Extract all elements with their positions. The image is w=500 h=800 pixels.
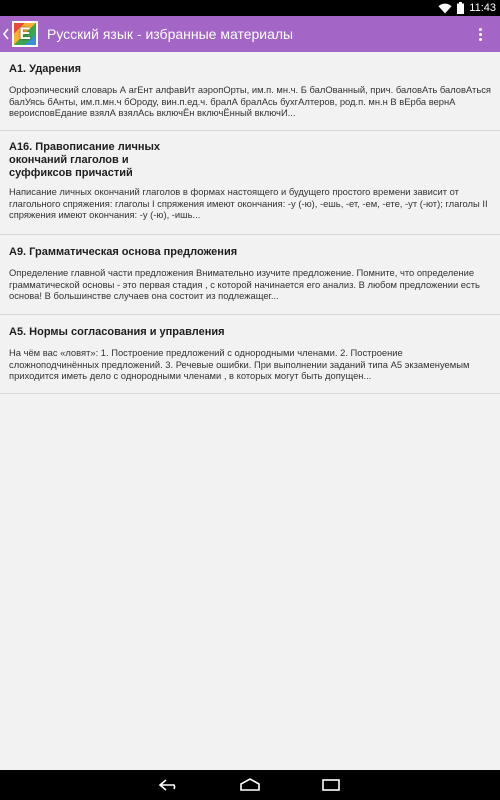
app-logo — [12, 21, 38, 47]
status-icons — [438, 0, 496, 16]
list-item[interactable] — [0, 52, 500, 131]
list-item-preview: Определение главной части предложения Внимательно изучите предложение. Помните, что определение грамматической основы - это первая стадия , с которой начинается его анализ. В любом предложении есть основа! В большинстве случаев она состоит из подлежащег... — [9, 267, 480, 301]
overflow-menu-icon — [479, 28, 482, 31]
list-item-preview: На чём вас «ловят»: 1. Построение предложений с однородными членами. 2. Построение сложноподчинённых предложений. 3. Речевые ошибки. При выполнении заданий типа А5 экзаменуемым приходится иметь дело с однородными членами , в которых могут быть допущен... — [9, 347, 470, 381]
materials-list — [0, 52, 500, 394]
wifi-icon — [438, 3, 452, 14]
list-item[interactable] — [0, 131, 500, 235]
overflow-menu-icon — [479, 33, 482, 36]
nav-recents-icon — [319, 778, 343, 792]
nav-recents-button[interactable] — [311, 770, 351, 800]
up-button[interactable] — [0, 16, 38, 52]
page-title: Русский язык - избранные материалы — [47, 26, 294, 42]
nav-back-button[interactable] — [149, 770, 189, 800]
nav-back-icon — [157, 778, 181, 792]
status-bar — [0, 0, 500, 16]
overflow-menu-icon — [479, 38, 482, 41]
overflow-menu-button[interactable] — [474, 16, 486, 52]
action-bar — [0, 16, 500, 52]
app-logo-letter: E — [19, 24, 31, 43]
nav-home-button[interactable] — [230, 770, 270, 800]
back-chevron-icon — [2, 28, 10, 40]
list-item[interactable] — [0, 315, 500, 394]
list-item-preview: Написание личных окончаний глаголов в формах настоящего и будущего простого времени зависит от глагольного спряжения: глаголы I спряжения имеют окончания: -у (-ю), -ешь, -ет, -ем, -ете, -ут (-ют); глаголы II спряжения имеют окончания: -у (-ю), -ишь... — [9, 186, 488, 220]
navigation-bar — [0, 770, 500, 800]
list-item-preview: Орфоэпический словарь А агЕнт алфавИт аэропОрты, им.п. мн.ч. Б балОванный, прич. баловАть баловАться балУясь бАнты, им.п.мн.ч бОроду, вин.п.ед.ч. бралА бралАсь бухгАлтеров, род.п. мн.н В вЕрба вернА вероисповЕдание взялА взялАсь включЁн включЁнный включИ... — [9, 84, 491, 118]
status-time: 11:43 — [469, 2, 496, 14]
list-item-title: А5. Нормы согласования и управления — [9, 326, 225, 338]
list-item-title: А16. Правописание личных окончаний глаголов и суффиксов причастий — [9, 141, 161, 179]
list-item[interactable] — [0, 235, 500, 315]
battery-icon — [457, 2, 464, 14]
nav-home-icon — [238, 778, 262, 792]
list-item-title: А9. Грамматическая основа предложения — [9, 246, 238, 258]
list-item-title: А1. Ударения — [9, 63, 82, 75]
